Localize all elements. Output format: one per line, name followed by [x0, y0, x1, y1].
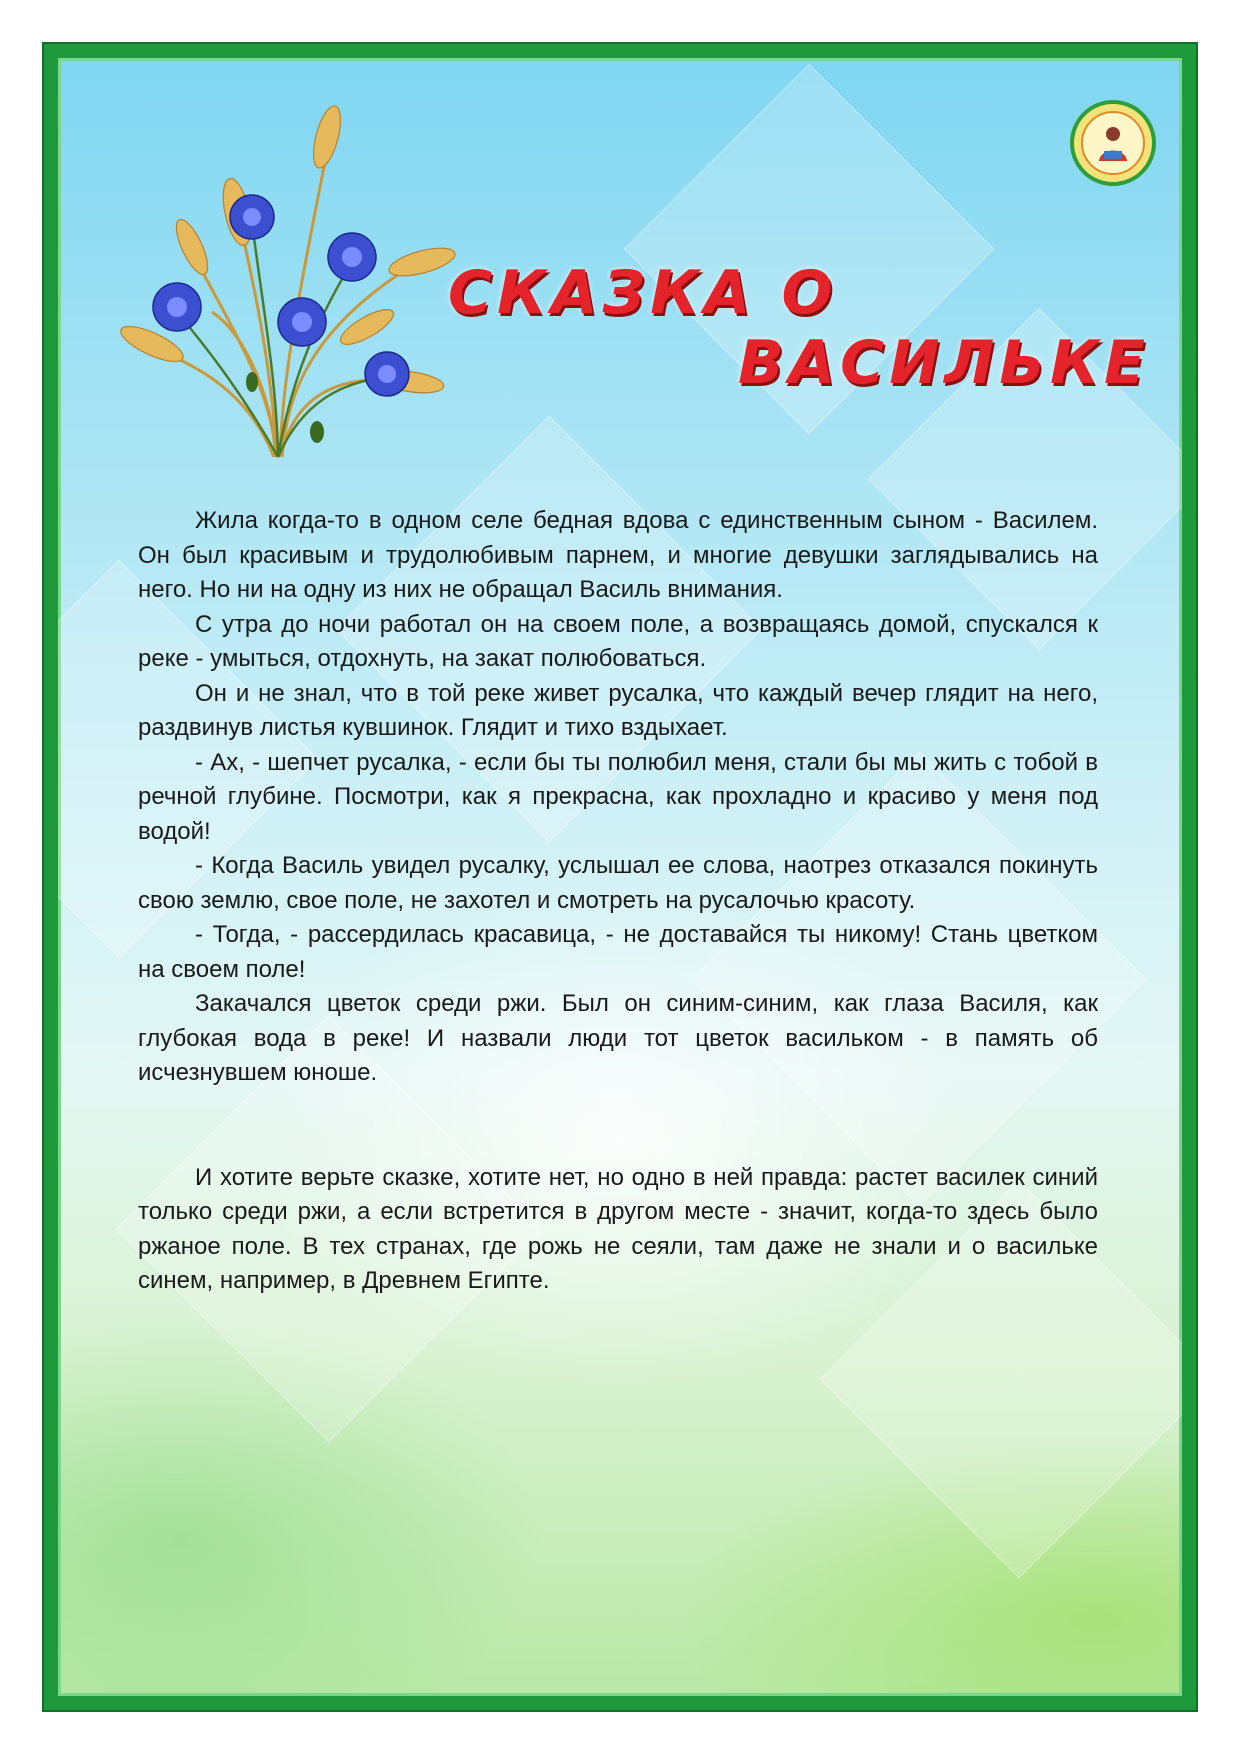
page-title	[448, 258, 1151, 398]
story-text	[138, 504, 1098, 1299]
story-paragraph: - Когда Василь увидел русалку, услышал ее слова, наотрез отказался покинуть свою землю, свое поле, не захотел и смотреть на русалочью красоту.	[138, 852, 1098, 914]
cornflower-wheat-bouquet-icon	[102, 82, 462, 462]
story-paragraph: Закачался цветок среди ржи. Был он синим-синим, как глаза Василя, как глубокая вода в реке! И назвали люди тот цветок васильком - в память об исчезнувшем юноше.	[138, 990, 1098, 1086]
story-paragraph: Он и не знал, что в той реке живет русалка, что каждый вечер глядит на него, раздвинув листья кувшинок. Глядит и тихо вздыхает.	[138, 679, 1098, 741]
title-line-2: ВАСИЛЬКЕ	[738, 328, 1151, 398]
story-paragraph: - Ах, - шепчет русалка, - если бы ты полюбил меня, стали бы мы жить с тобой в речной глубине. Посмотри, как я прекрасна, как прохладно и красиво у меня под водой!	[138, 748, 1098, 845]
story-paragraph: С утра до ночи работал он на своем поле, а возвращаясь домой, спускался к реке - умыться, отдохнуть, на закат полюбоваться.	[138, 610, 1098, 672]
story-paragraph: - Тогда, - рассердилась красавица, - не доставайся ты никому! Стань цветком на своем поле!	[138, 921, 1098, 983]
story-paragraph: Жила когда-то в одном селе бедная вдова с единственным сыном - Василем. Он был красивым и трудолюбивым парнем, и многие девушки заглядывались на него. Но ни на одну из них не обращал Василь внимания.	[138, 507, 1098, 603]
closing-paragraph: И хотите верьте сказке, хотите нет, но одно в ней правда: растет василек синий только среди ржи, а если встретится в другом месте - значит, когда-то здесь было ржаное поле. В тех странах, где рожь не сеяли, там даже не знали и о васильке синем, например, в Древнем Египте.	[138, 1163, 1098, 1294]
title-line-1: СКАЗКА О	[448, 258, 838, 328]
school-emblem-icon	[1070, 100, 1156, 186]
page-frame	[44, 44, 1196, 1710]
